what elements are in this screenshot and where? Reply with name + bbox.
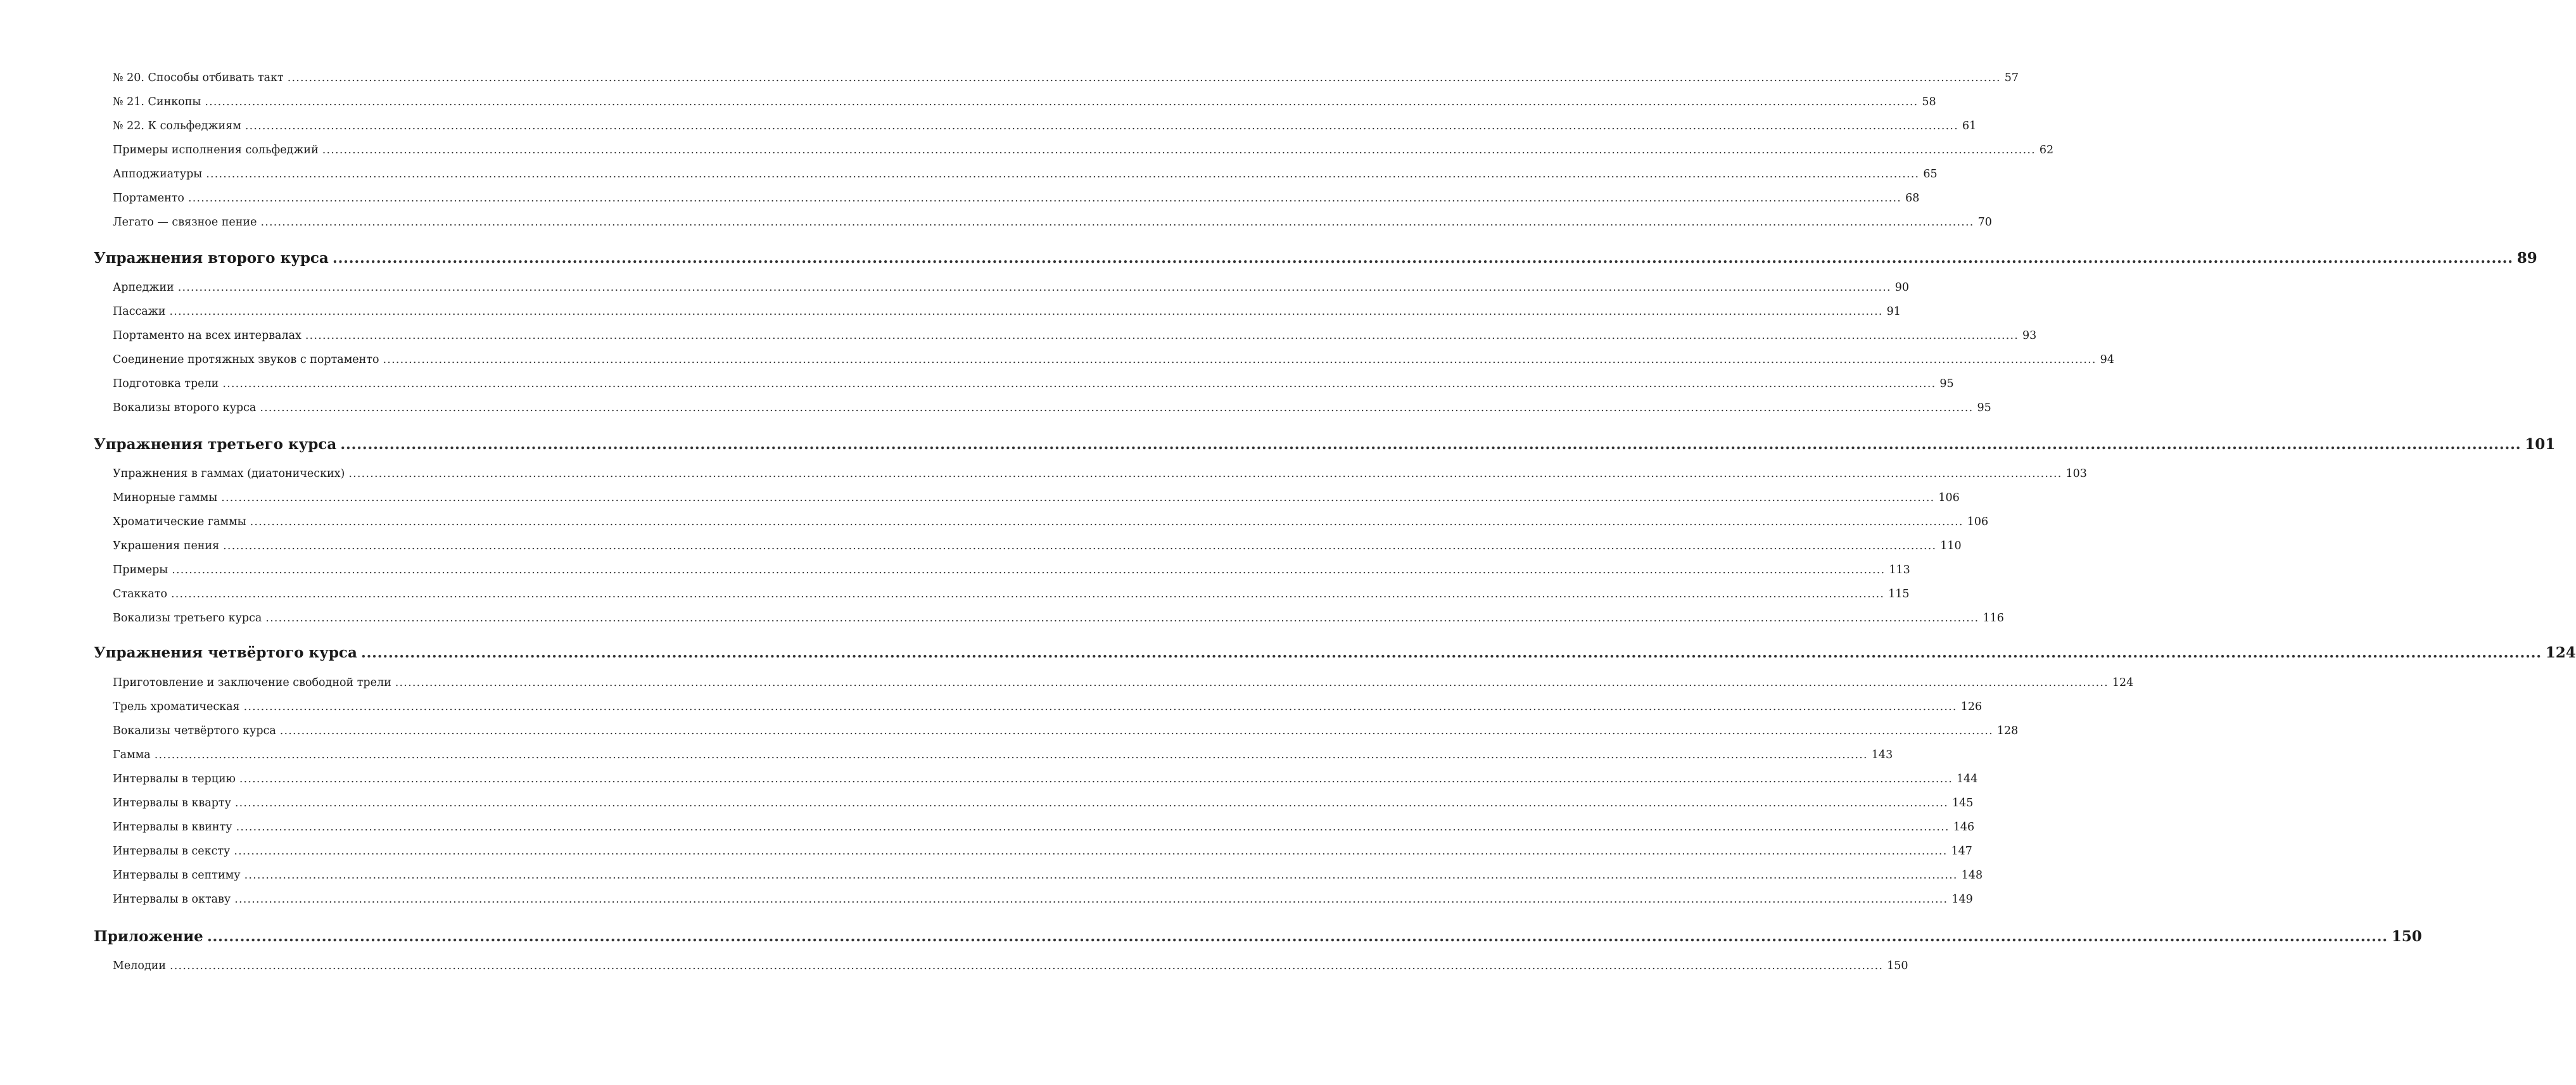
toc-dot-leader: ................................................................................................................................................................................................................................................................................................................................................................................................................ <box>244 120 1958 132</box>
toc-dot-leader: ................................................................................................................................................................................................................................................................................................................................................................................................................ <box>383 353 2097 366</box>
toc-dot-leader: ................................................................................................................................................................................................................................................................................................................................................................................................................ <box>340 436 2522 453</box>
toc-page-number: 90 <box>1894 281 1910 294</box>
toc-entry <box>113 749 1893 765</box>
toc-dot-leader: ................................................................................................................................................................................................................................................................................................................................................................................................................ <box>206 928 2388 945</box>
toc-entry-title: Стаккато <box>113 588 168 600</box>
toc-page-number: 113 <box>1889 564 1910 576</box>
toc-page-number: 106 <box>1967 516 1989 528</box>
toc-section-heading <box>94 928 2422 948</box>
toc-page-number: 124 <box>2545 644 2576 661</box>
toc-entry <box>113 192 1920 208</box>
toc-dot-leader: ................................................................................................................................................................................................................................................................................................................................................................................................................ <box>234 845 1948 858</box>
toc-page-number: 124 <box>2112 676 2134 689</box>
toc-entry-title: Легато — связное пение <box>113 216 257 229</box>
toc-dot-leader: ................................................................................................................................................................................................................................................................................................................................................................................................................ <box>250 516 1964 528</box>
toc-page-number: 103 <box>2065 467 2087 480</box>
toc-page-number: 150 <box>1887 960 1908 972</box>
toc-dot-leader: ................................................................................................................................................................................................................................................................................................................................................................................................................ <box>170 960 1884 972</box>
toc-dot-leader: ................................................................................................................................................................................................................................................................................................................................................................................................................ <box>234 893 1948 906</box>
toc-dot-leader: ................................................................................................................................................................................................................................................................................................................................................................................................................ <box>234 797 1948 809</box>
toc-entry <box>113 893 1973 910</box>
toc-dot-leader: ................................................................................................................................................................................................................................................................................................................................................................................................................ <box>236 821 1950 834</box>
toc-page-number: 126 <box>1960 701 1983 713</box>
toc-entry-title: Гамма <box>113 749 151 761</box>
toc-entry <box>113 168 1938 184</box>
toc-dot-leader: ................................................................................................................................................................................................................................................................................................................................................................................................................ <box>223 540 1937 552</box>
toc-page-number: 148 <box>1961 869 1983 882</box>
toc-entry-title: Примеры исполнения сольфеджий <box>113 144 319 156</box>
toc-dot-leader: ................................................................................................................................................................................................................................................................................................................................................................................................................ <box>206 168 1920 181</box>
toc-entry-title: Соединение протяжных звуков с портаменто <box>113 353 379 366</box>
toc-entry-title: Вокализы второго курса <box>113 402 257 414</box>
toc-entry-title: Минорные гаммы <box>113 492 218 504</box>
toc-page-number: 58 <box>1922 96 1936 108</box>
toc-entry <box>113 540 1962 556</box>
toc-entry-title: Упражнения четвёртого курса <box>94 644 357 661</box>
toc-page-number: 110 <box>1940 540 1962 552</box>
toc-entry <box>113 329 2037 346</box>
toc-entry-title: Пассажи <box>113 305 166 318</box>
toc-dot-leader: ................................................................................................................................................................................................................................................................................................................................................................................................................ <box>221 492 1935 504</box>
toc-section-heading <box>94 250 2537 270</box>
toc-entry-title: Примеры <box>113 564 168 576</box>
toc-page-number: 115 <box>1888 588 1910 600</box>
toc-dot-leader: ................................................................................................................................................................................................................................................................................................................................................................................................................ <box>260 216 1974 229</box>
toc-entry <box>113 797 1974 813</box>
toc-page-number: 116 <box>1983 612 2004 625</box>
toc-dot-leader: ................................................................................................................................................................................................................................................................................................................................................................................................................ <box>395 676 2109 689</box>
toc-dot-leader: ................................................................................................................................................................................................................................................................................................................................................................................................................ <box>244 869 1958 882</box>
toc-entry <box>113 612 2004 628</box>
toc-page-number: 68 <box>1905 192 1920 205</box>
toc-dot-leader: ................................................................................................................................................................................................................................................................................................................................................................................................................ <box>154 749 1868 761</box>
toc-entry <box>113 516 1989 532</box>
toc-entry <box>113 960 1908 976</box>
toc-entry-title: Упражнения третьего курса <box>94 436 337 453</box>
toc-entry-title: Портаменто <box>113 192 184 205</box>
toc-entry-title: Интервалы в октаву <box>113 893 231 906</box>
toc-entry <box>113 467 2087 484</box>
toc-entry-title: Интервалы в терцию <box>113 773 236 785</box>
toc-page-number: 128 <box>1996 725 2019 737</box>
toc-dot-leader: ................................................................................................................................................................................................................................................................................................................................................................................................................ <box>360 644 2542 661</box>
toc-entry-title: № 20. Способы отбивать такт <box>113 72 284 84</box>
toc-page-number: 143 <box>1871 749 1893 761</box>
toc-dot-leader: ................................................................................................................................................................................................................................................................................................................................................................................................................ <box>279 725 1993 737</box>
toc-entry-title: Апподжиатуры <box>113 168 203 181</box>
toc-entry <box>113 676 2134 693</box>
toc-dot-leader: ................................................................................................................................................................................................................................................................................................................................................................................................................ <box>332 250 2513 267</box>
toc-page-number: 101 <box>2525 436 2556 453</box>
toc-entry <box>113 72 2019 88</box>
toc-dot-leader: ................................................................................................................................................................................................................................................................................................................................................................................................................ <box>171 588 1885 600</box>
toc-dot-leader: ................................................................................................................................................................................................................................................................................................................................................................................................................ <box>322 144 2036 156</box>
toc-entry-title: Вокализы четвёртого курса <box>113 725 276 737</box>
toc-page-number: 144 <box>1956 773 1978 785</box>
toc-entry <box>113 564 1910 580</box>
toc-entry <box>113 402 1991 418</box>
toc-dot-leader: ................................................................................................................................................................................................................................................................................................................................................................................................................ <box>348 467 2062 480</box>
toc-dot-leader: ................................................................................................................................................................................................................................................................................................................................................................................................................ <box>260 402 1974 414</box>
toc-dot-leader: ................................................................................................................................................................................................................................................................................................................................................................................................................ <box>239 773 1953 785</box>
toc-dot-leader: ................................................................................................................................................................................................................................................................................................................................................................................................................ <box>205 96 1919 108</box>
toc-dot-leader: ................................................................................................................................................................................................................................................................................................................................................................................................................ <box>187 192 1902 205</box>
toc-entry <box>113 378 1954 394</box>
toc-page-number: 93 <box>2022 329 2037 342</box>
toc-entry-title: Приготовление и заключение свободной трели <box>113 676 391 689</box>
toc-page-number: 146 <box>1953 821 1975 834</box>
toc-dot-leader: ................................................................................................................................................................................................................................................................................................................................................................................................................ <box>305 329 2019 342</box>
toc-dot-leader: ................................................................................................................................................................................................................................................................................................................................................................................................................ <box>243 701 1957 713</box>
toc-entry <box>113 773 1978 789</box>
toc-entry <box>113 701 1983 717</box>
toc-page-number: 91 <box>1886 305 1901 318</box>
toc-entry-title: Подготовка трели <box>113 378 219 390</box>
toc-entry-title: № 22. К сольфеджиям <box>113 120 241 132</box>
toc-entry <box>113 353 2114 370</box>
toc-section-heading <box>94 644 2576 664</box>
toc-entry-title: Интервалы в кварту <box>113 797 231 809</box>
toc-entry <box>113 821 1975 837</box>
toc-dot-leader: ................................................................................................................................................................................................................................................................................................................................................................................................................ <box>222 378 1936 390</box>
toc-entry-title: Трель хроматическая <box>113 701 240 713</box>
toc-entry-title: Украшения пения <box>113 540 220 552</box>
toc-page-number: 89 <box>2516 250 2537 267</box>
toc-page-number: 106 <box>1938 492 1960 504</box>
toc-entry-title: Мелодии <box>113 960 167 972</box>
toc-page-number: 95 <box>1977 402 1991 414</box>
toc-entry <box>113 144 2054 160</box>
toc-page-number: 145 <box>1952 797 1974 809</box>
toc-entry <box>113 120 1977 136</box>
toc-entry-title: Интервалы в квинту <box>113 821 232 834</box>
toc-entry <box>113 492 1960 508</box>
toc-entry <box>113 869 1983 885</box>
toc-entry-title: Интервалы в сексту <box>113 845 231 858</box>
toc-dot-leader: ................................................................................................................................................................................................................................................................................................................................................................................................................ <box>265 612 1979 625</box>
toc-dot-leader: ................................................................................................................................................................................................................................................................................................................................................................................................................ <box>172 564 1886 576</box>
toc-entry <box>113 725 2019 741</box>
toc-page-number: 62 <box>2039 144 2054 156</box>
toc-page-number: 65 <box>1923 168 1938 181</box>
toc-entry-title: Упражнения второго курса <box>94 250 329 267</box>
toc-entry-title: Хроматические гаммы <box>113 516 246 528</box>
toc-entry-title: Портаменто на всех интервалах <box>113 329 301 342</box>
toc-dot-leader: ................................................................................................................................................................................................................................................................................................................................................................................................................ <box>169 305 1883 318</box>
toc-entry <box>113 588 1910 604</box>
toc-entry-title: Арпеджии <box>113 281 174 294</box>
toc-entry <box>113 281 1910 298</box>
toc-entry-title: № 21. Синкопы <box>113 96 201 108</box>
toc-entry <box>113 845 1972 861</box>
toc-dot-leader: ................................................................................................................................................................................................................................................................................................................................................................................................................ <box>287 72 2001 84</box>
toc-page-number: 94 <box>2100 353 2114 366</box>
toc-entry <box>113 216 1992 232</box>
toc-entry-title: Приложение <box>94 928 203 945</box>
toc-page-number: 61 <box>1962 120 1977 132</box>
toc-page-number: 150 <box>2391 928 2422 945</box>
toc-page-number: 147 <box>1951 845 1972 858</box>
toc-entry <box>113 305 1901 322</box>
toc-page-number: 149 <box>1951 893 1973 906</box>
toc-entry-title: Интервалы в септиму <box>113 869 241 882</box>
toc-entry-title: Вокализы третьего курса <box>113 612 262 625</box>
toc-entry <box>113 96 1936 112</box>
toc-page-number: 57 <box>2004 72 2019 84</box>
toc-page-number: 70 <box>1977 216 1992 229</box>
toc-section-heading <box>94 436 2556 456</box>
toc-dot-leader: ................................................................................................................................................................................................................................................................................................................................................................................................................ <box>177 281 1891 294</box>
toc-page-number: 95 <box>1939 378 1954 390</box>
toc-entry-title: Упражнения в гаммах (диатонических) <box>113 467 345 480</box>
